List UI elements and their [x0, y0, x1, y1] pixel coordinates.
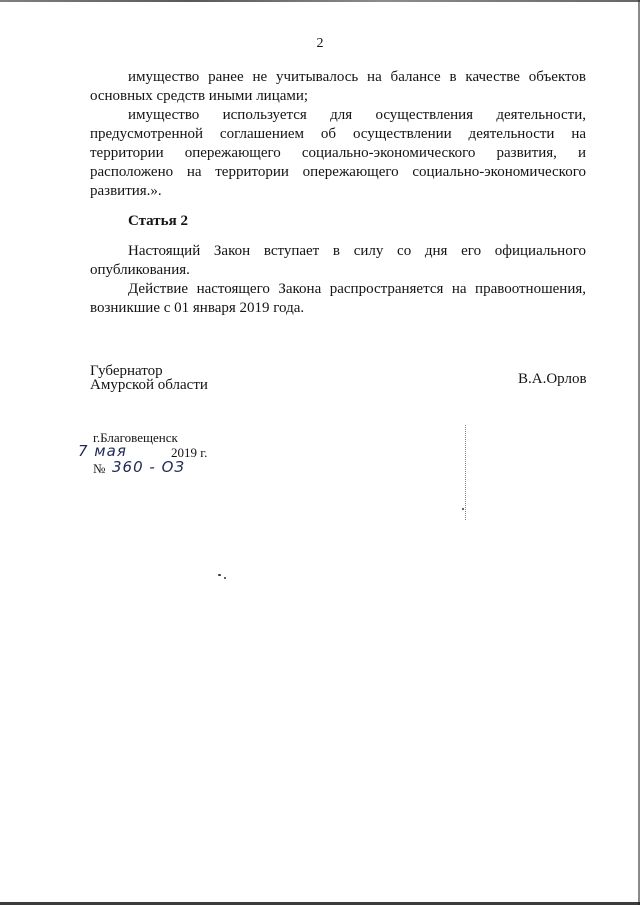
- paragraph2-line2: предусмотренной соглашением об осуществлении деятельности на: [90, 126, 586, 142]
- footer-date-year: 2019 г.: [171, 445, 208, 460]
- footer-city: г.Благовещенск: [93, 430, 178, 445]
- paragraph4-line1: Действие настоящего Закона распространяется на правоотношения,: [128, 281, 586, 297]
- scan-edge-top: [0, 0, 640, 2]
- paragraph2-line5: развития.».: [90, 183, 162, 199]
- paragraph3-line2: опубликования.: [90, 262, 190, 278]
- footer-number-prefix: №: [93, 461, 106, 476]
- signatory-name: В.А.Орлов: [518, 371, 587, 387]
- paragraph3-line1: Настоящий Закон вступает в силу со дня его официального: [128, 243, 586, 259]
- scan-speck: [224, 577, 226, 579]
- paragraph2-line4: расположено на территории опережающего социально-экономического: [90, 164, 586, 180]
- footer-number-handwritten: 360 - ОЗ: [112, 458, 186, 476]
- signatory-title-line2: Амурской области: [90, 377, 208, 393]
- page-number: 2: [316, 36, 324, 51]
- footer-date-handwritten: 7 мая: [78, 442, 127, 460]
- scan-artifact-dotted-line: [465, 425, 467, 520]
- signatory-title-line1: Губернатор: [90, 363, 163, 379]
- paragraph1-line1: имущество ранее не учитывалось на балансе в качестве объектов: [128, 69, 586, 85]
- paragraph2-line1: имущество используется для осуществления деятельности,: [128, 107, 586, 123]
- scan-speck: [218, 574, 221, 576]
- paragraph2-line3: территории опережающего социально-экономического развития, и: [90, 145, 586, 161]
- article2-heading: Статья 2: [128, 213, 188, 229]
- scan-speck: [462, 508, 464, 510]
- paragraph4-line2: возникшие с 01 января 2019 года.: [90, 300, 305, 316]
- paragraph1-line2: основных средств иными лицами;: [90, 88, 309, 104]
